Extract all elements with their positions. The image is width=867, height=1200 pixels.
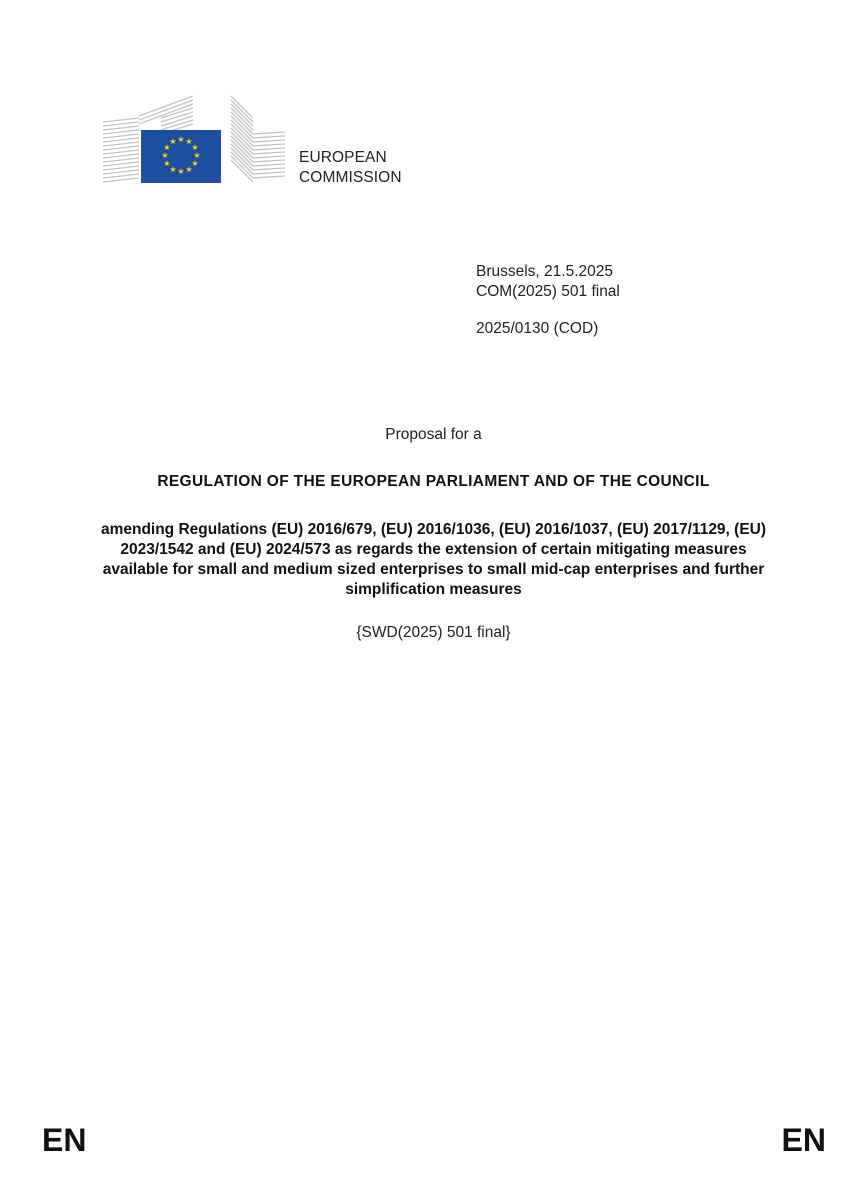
svg-text:★: ★ xyxy=(163,159,171,168)
document-title: REGULATION OF THE EUROPEAN PARLIAMENT AND OF THE COUNCIL xyxy=(157,473,710,490)
related-document-reference: {SWD(2025) 501 final} xyxy=(356,624,511,641)
svg-text:★: ★ xyxy=(185,137,193,146)
svg-text:★: ★ xyxy=(169,165,177,174)
place-date: Brussels, 21.5.2025 xyxy=(476,263,614,280)
svg-text:★: ★ xyxy=(177,135,185,144)
svg-text:★: ★ xyxy=(193,151,201,160)
svg-text:★: ★ xyxy=(161,151,169,160)
language-code-right: EN xyxy=(781,1122,826,1158)
org-name-line1: EUROPEAN xyxy=(299,149,387,166)
document-subtitle: amending Regulations (EU) 2016/679, (EU) 2016/1036, (EU) 2016/1037, (EU) 2017/1129, (EU) 2023/1542 and (EU) 2024/573 as regards the extension of certain mitigating measures available for small and medium sized enterprises to small mid-cap enterprises and further simplification measures xyxy=(100,521,767,598)
svg-text:★: ★ xyxy=(191,143,199,152)
svg-text:★: ★ xyxy=(191,159,199,168)
european-commission-logo xyxy=(103,94,293,186)
svg-text:★: ★ xyxy=(163,143,171,152)
document-number: COM(2025) 501 final xyxy=(476,283,620,300)
organization-name xyxy=(299,148,402,188)
language-code-left: EN xyxy=(42,1122,87,1158)
org-name-line2: COMMISSION xyxy=(299,169,402,186)
svg-text:★: ★ xyxy=(177,167,185,176)
reference-block xyxy=(476,262,620,339)
proposal-intro: Proposal for a xyxy=(385,426,482,443)
svg-text:★: ★ xyxy=(185,165,193,174)
procedure-number: 2025/0130 (COD) xyxy=(476,320,599,337)
svg-text:★: ★ xyxy=(169,137,177,146)
